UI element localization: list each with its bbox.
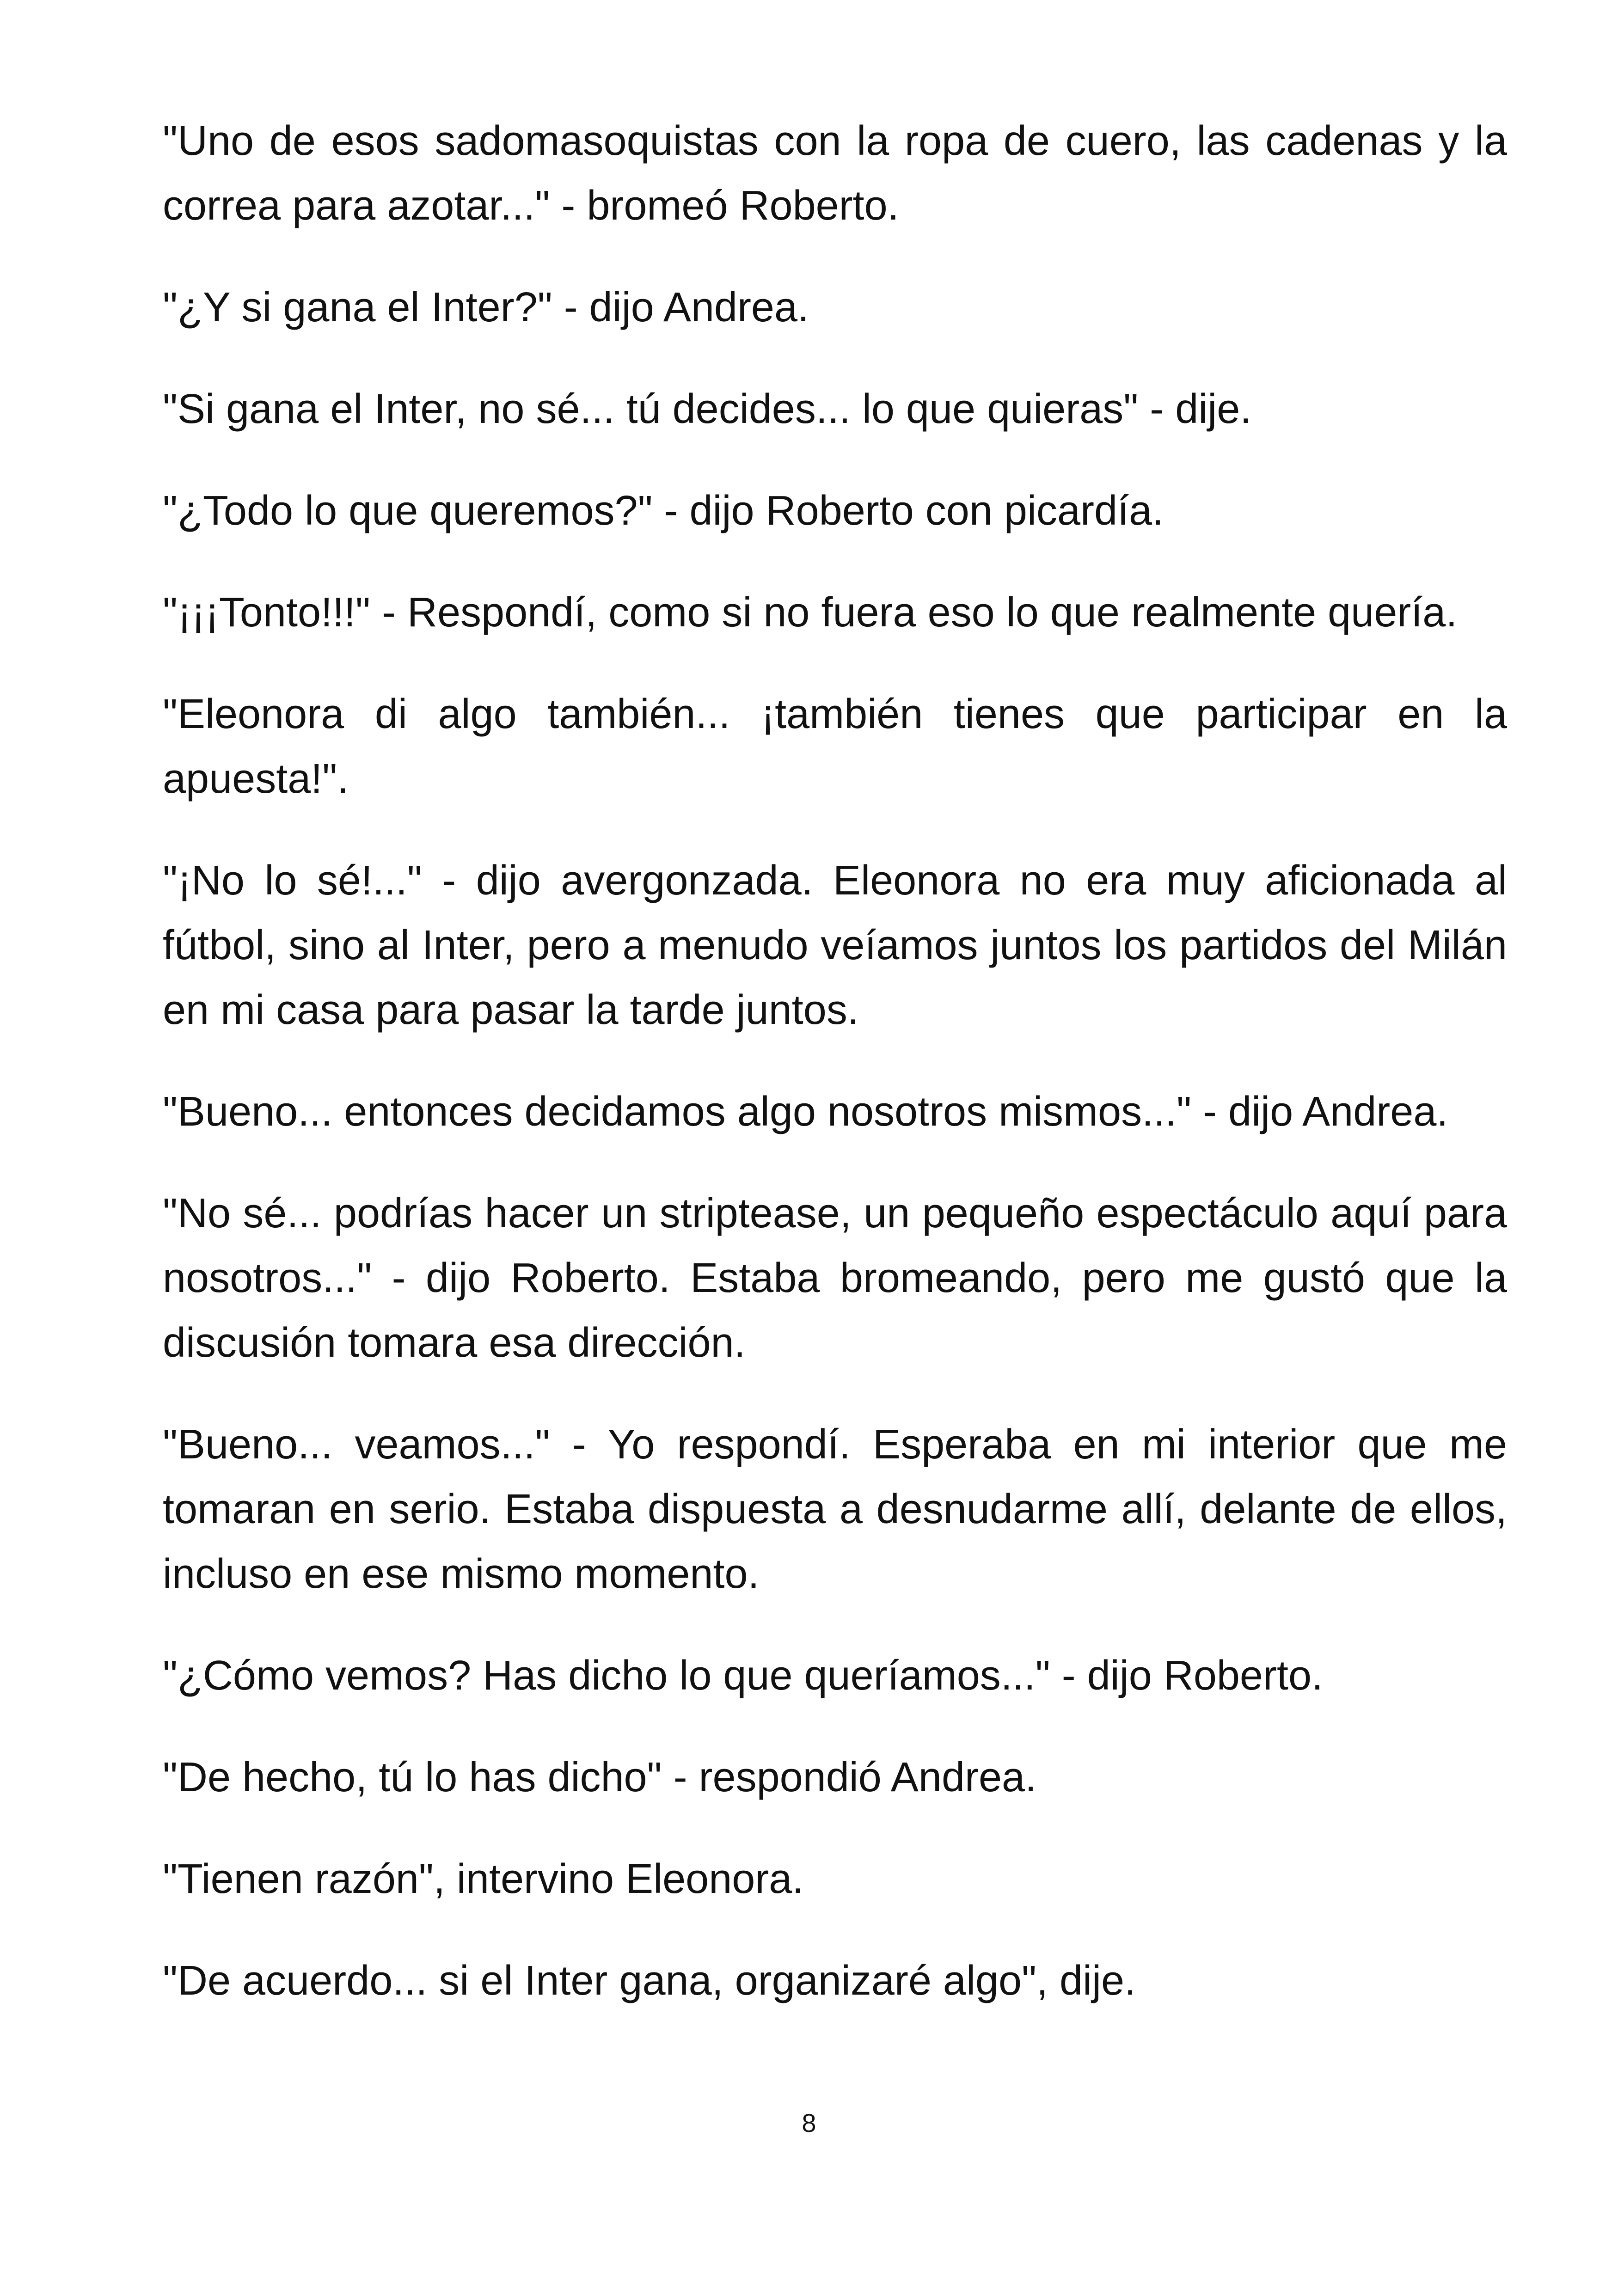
paragraph: "Eleonora di algo también... ¡también tienes que participar en la apuesta!". [163,691,1507,802]
paragraph: "¡¡¡Tonto!!!" - Respondí, como si no fuera eso lo que realmente quería. [163,589,1458,636]
paragraph: "¿Y si gana el Inter?" - dijo Andrea. [163,284,809,331]
paragraph: "De acuerdo... si el Inter gana, organizaré algo", dije. [163,1958,1136,2004]
paragraph: "¿Cómo vemos? Has dicho lo que queríamos..." - dijo Roberto. [163,1653,1324,1699]
page-number: 8 [802,2108,816,2137]
paragraph: "Uno de esos sadomasoquistas con la ropa de cuero, las cadenas y la correa para azotar..." - bromeó Roberto. [163,118,1507,229]
paragraph: "¡No lo sé!..." - dijo avergonzada. Eleonora no era muy aficionada al fútbol, sino al Inter, pero a menudo veíamos juntos los partidos del Milán en mi casa para pasar la tarde juntos. [163,857,1507,1033]
body-text [163,109,1507,2050]
paragraph: "Bueno... entonces decidamos algo nosotros mismos..." - dijo Andrea. [163,1089,1448,1135]
paragraph: "Tienen razón", intervino Eleonora. [163,1856,804,1902]
paragraph: "Bueno... veamos..." - Yo respondí. Esperaba en mi interior que me tomaran en serio. Estaba dispuesta a desnudarme allí, delante de ellos, incluso en ese mismo momento. [163,1421,1507,1597]
paragraph: "No sé... podrías hacer un striptease, un pequeño espectáculo aquí para nosotros..." - dijo Roberto. Estaba bromeando, pero me gustó que la discusión tomara esa dirección. [163,1190,1507,1366]
paragraph: "Si gana el Inter, no sé... tú decides... lo que quieras" - dije. [163,386,1252,432]
paragraph: "De hecho, tú lo has dicho" - respondió Andrea. [163,1754,1037,1800]
paragraph: "¿Todo lo que queremos?" - dijo Roberto con picardía. [163,488,1164,534]
